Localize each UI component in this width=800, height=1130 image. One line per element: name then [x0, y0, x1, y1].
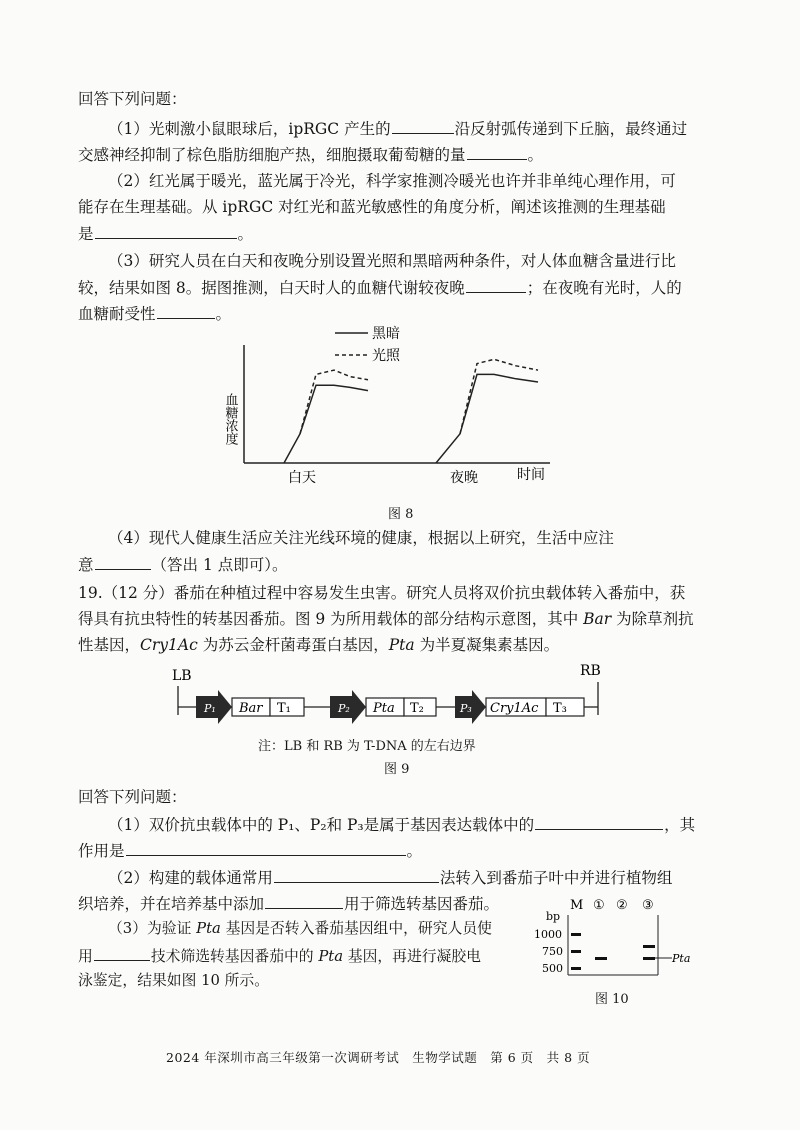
figure-8-chart	[200, 315, 580, 495]
answer-blank[interactable]	[535, 813, 663, 830]
lane-1-band	[595, 957, 607, 960]
x-label-day: 白天	[288, 470, 316, 486]
q19-stem-line1: 19.（12 分）番茄在种植过程中容易发生虫害。研究人员将双价抗虫载体转入番茄中，获	[78, 584, 686, 602]
gene-cry1ac-label: Cry1Ac	[490, 701, 539, 716]
lane-3-label: ③	[642, 898, 654, 913]
q18-part3-line1: （3）研究人员在白天和夜晚分别设置光照和黑暗两种条件，对人体血糖含量进行比	[108, 252, 676, 270]
rb-label: RB	[580, 663, 601, 679]
q19-part1-line2: 作用是 。	[78, 839, 422, 862]
svg-text:P₁: P₁	[204, 702, 216, 715]
q18-part2-line1: （2）红光属于暖光，蓝光属于冷光，科学家推测冷暖光也许并非单纯心理作用，可	[108, 172, 676, 190]
promoter-p1	[196, 690, 232, 724]
promoter-p3	[455, 690, 486, 724]
answer-blank[interactable]	[94, 944, 150, 961]
answer-blank[interactable]	[126, 839, 406, 856]
marker-band-500	[571, 967, 581, 970]
terminator-t1-label: T₁	[277, 701, 291, 716]
svg-text:P₂: P₂	[338, 702, 350, 715]
promoter-p2	[330, 690, 366, 724]
gene-bar-label: Bar	[239, 701, 263, 716]
q19-part2-line1: （2）构建的载体通常用 法转入到番茄子叶中并进行植物组	[108, 866, 672, 889]
figure-9-note: 注：LB 和 RB 为 T-DNA 的左右边界	[258, 739, 476, 754]
q18-part3-line2: 较，结果如图 8。据图推测，白天时人的血糖代谢较夜晚 ；在夜晚有光时，人的	[78, 276, 682, 299]
answer-blank[interactable]	[467, 143, 527, 160]
lane-3-band-pta	[643, 957, 655, 960]
lane-3-band-upper	[643, 945, 655, 948]
q19-part3-line2: 用 技术筛选转基因番茄中的 Pta 基因，再进行凝胶电	[78, 944, 481, 968]
q18-intro: 回答下列问题：	[78, 90, 187, 108]
svg-text:P₃: P₃	[460, 702, 472, 715]
figure-10-gel	[530, 893, 720, 983]
marker-band-1000	[571, 933, 581, 936]
q19-stem-line2: 得具有抗虫特性的转基因番茄。图 9 为所用载体的部分结构示意图，其中 Bar 为除草剂抗	[78, 610, 694, 628]
marker-band-750	[571, 950, 581, 953]
terminator-t2-label: T₂	[410, 701, 424, 716]
q19-part1-line1: （1）双价抗虫载体中的 P₁、P₂和 P₃是属于基因表达载体中的 ，其	[108, 813, 695, 836]
x-axis-title: 时间	[517, 467, 545, 483]
series-dark-night	[436, 374, 538, 463]
q19-stem-line3: 性基因，Cry1Ac 为苏云金杆菌毒蛋白基因，Pta 为半夏凝集素基因。	[78, 636, 560, 654]
answer-blank[interactable]	[95, 553, 151, 570]
answer-blank[interactable]	[265, 892, 343, 909]
tick-500: 500	[542, 962, 563, 975]
figure-8-caption: 图 8	[388, 507, 414, 522]
figure-10-caption: 图 10	[595, 992, 629, 1007]
pta-band-label: Pta	[672, 952, 691, 965]
terminator-t3-label: T₃	[553, 701, 567, 716]
answer-blank[interactable]	[274, 866, 439, 883]
lane-1-label: ①	[593, 898, 605, 913]
lb-label: LB	[172, 668, 192, 684]
figure-9-vector-diagram	[160, 660, 620, 730]
gene-pta-label: Pta	[373, 701, 395, 716]
q18-part1-line1: （1）光刺激小鼠眼球后，ipRGC 产生的 沿反射弧传递到下丘脑，最终通过	[108, 117, 687, 140]
q19-intro: 回答下列问题：	[78, 788, 187, 806]
q18-part4-line1: （4）现代人健康生活应关注光线环境的健康，根据以上研究，生活中应注	[108, 529, 614, 547]
lane-m-label: M	[570, 898, 584, 913]
legend-dark-label: 黑暗	[372, 326, 400, 342]
q18-part2-line2: 能存在生理基础。从 ipRGC 对红光和蓝光敏感性的角度分析，阐述该推测的生理基础	[78, 198, 666, 216]
unit-label: bp	[546, 910, 561, 923]
answer-blank[interactable]	[466, 276, 526, 293]
page-footer: 2024 年深圳市高三年级第一次调研考试 生物学试题 第 6 页 共 8 页	[166, 1050, 591, 1065]
q18-part2-line3: 是 。	[78, 222, 253, 245]
q18-part1-line2: 交感神经抑制了棕色脂肪细胞产热，细胞摄取葡萄糖的量 。	[78, 143, 543, 166]
answer-blank[interactable]	[95, 222, 237, 239]
y-axis-label: 血糖浓度	[222, 393, 238, 445]
series-light-night	[460, 359, 538, 434]
x-label-night: 夜晚	[450, 470, 478, 486]
legend-light-label: 光照	[372, 348, 400, 364]
q19-part3-line3: 泳鉴定，结果如图 10 所示。	[78, 972, 270, 989]
tick-1000: 1000	[534, 928, 562, 941]
figure-9-caption: 图 9	[384, 762, 410, 777]
answer-blank[interactable]	[392, 117, 454, 134]
q19-part2-line2: 织培养，并在培养基中添加 用于筛选转基因番茄。	[78, 892, 499, 915]
series-dark-day	[284, 385, 368, 463]
q19-part3-line1: （3）为验证 Pta 基因是否转入番茄基因组中，研究人员使	[108, 920, 492, 937]
q18-part3-line3: 血糖耐受性 。	[78, 302, 231, 325]
lane-2-label: ②	[616, 898, 628, 913]
tick-750: 750	[542, 945, 563, 958]
q18-part4-line2: 意 （答出 1 点即可）。	[78, 553, 287, 576]
